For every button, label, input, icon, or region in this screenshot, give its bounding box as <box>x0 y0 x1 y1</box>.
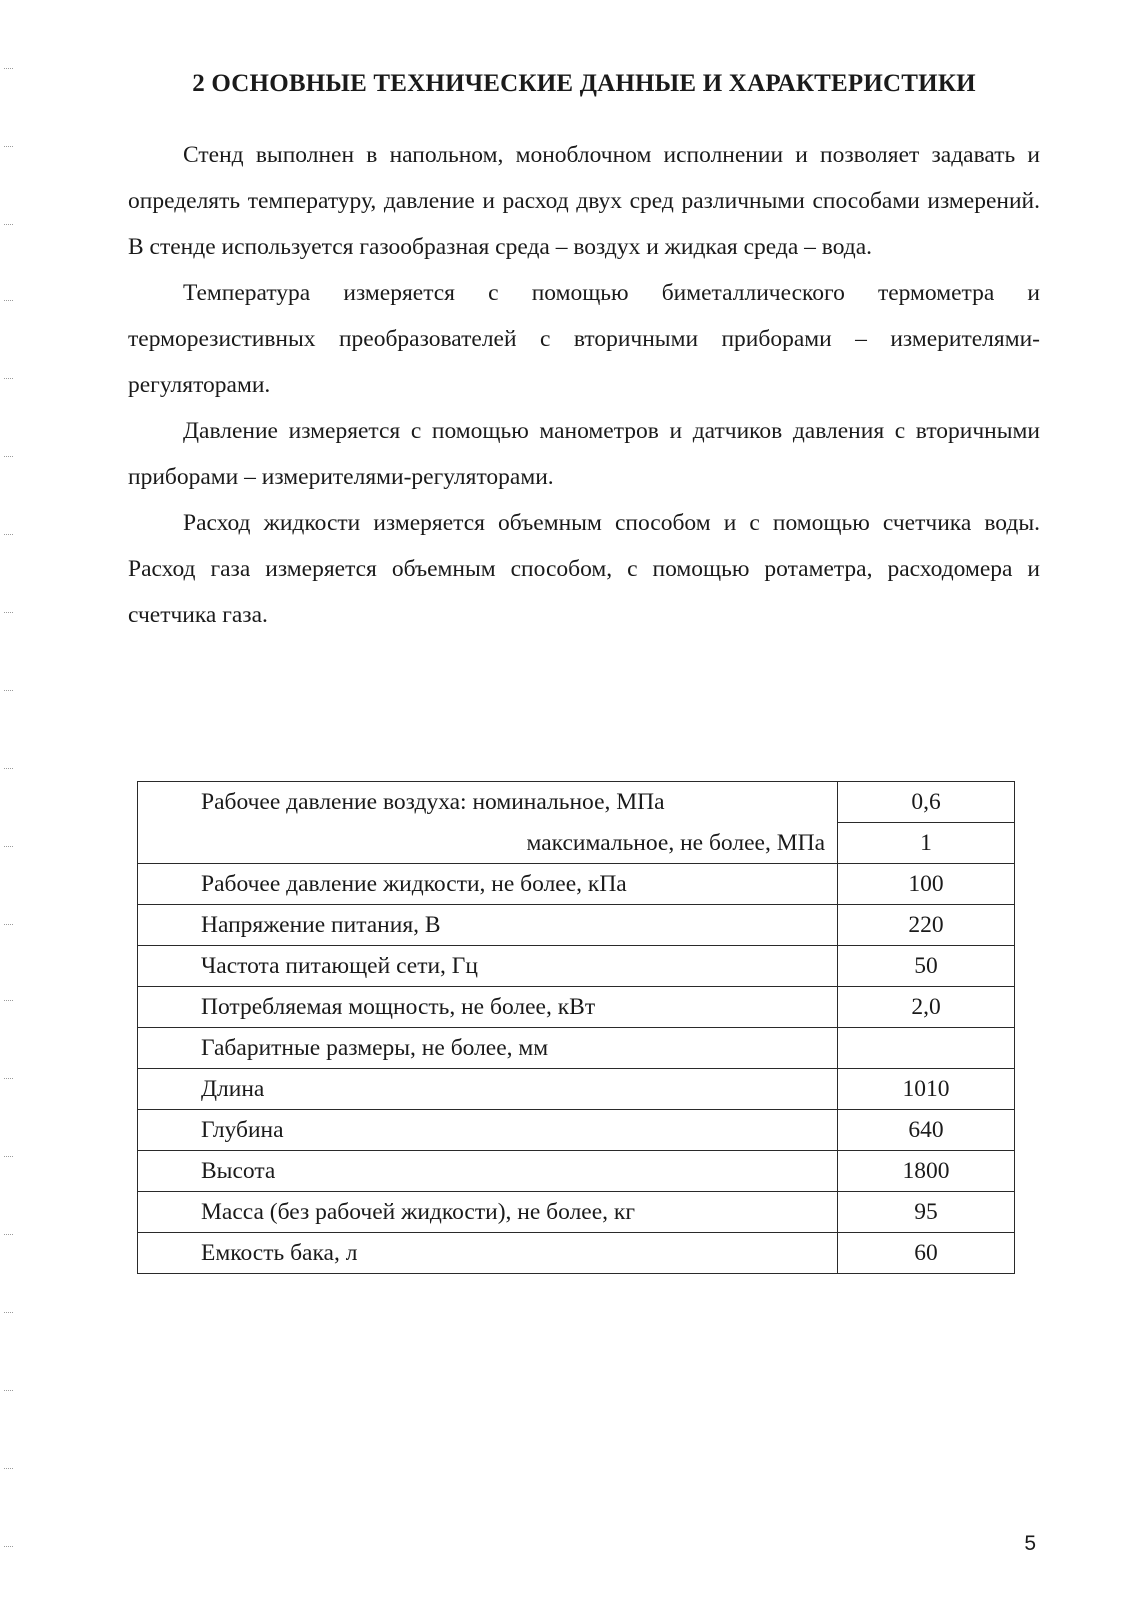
value-cell <box>838 1028 1015 1069</box>
table-row <box>138 823 1015 864</box>
value-cell: 100 <box>838 864 1015 905</box>
specifications-table <box>137 781 1015 1274</box>
table-row <box>138 1069 1015 1110</box>
table-row <box>138 1192 1015 1233</box>
param-cell: Длина <box>138 1069 838 1110</box>
param-cell: Рабочее давление воздуха: номинальное, МПа <box>138 782 838 823</box>
value-cell: 60 <box>838 1233 1015 1274</box>
param-cell: Частота питающей сети, Гц <box>138 946 838 987</box>
param-cell: Емкость бака, л <box>138 1233 838 1274</box>
table-row <box>138 987 1015 1028</box>
param-cell: Напряжение питания, В <box>138 905 838 946</box>
paragraph-pressure: Давление измеряется с помощью манометров и датчиков давления с вторичными приборами – измерителями-регуляторами. <box>128 418 1040 490</box>
table-row <box>138 864 1015 905</box>
value-cell: 1010 <box>838 1069 1015 1110</box>
value-cell: 1 <box>838 823 1015 864</box>
table-row <box>138 905 1015 946</box>
table-row <box>138 1151 1015 1192</box>
param-cell: Масса (без рабочей жидкости), не более, кг <box>138 1192 838 1233</box>
param-cell: Высота <box>138 1151 838 1192</box>
scan-margin-marks <box>4 0 20 1600</box>
param-cell: Потребляемая мощность, не более, кВт <box>138 987 838 1028</box>
table-row <box>138 1233 1015 1274</box>
value-cell: 1800 <box>838 1151 1015 1192</box>
value-cell: 95 <box>838 1192 1015 1233</box>
section-title: 2 ОСНОВНЫЕ ТЕХНИЧЕСКИЕ ДАННЫЕ И ХАРАКТЕРИСТИКИ <box>192 70 976 97</box>
table-row <box>138 1028 1015 1069</box>
section-body <box>128 132 1040 638</box>
param-cell: максимальное, не более, МПа <box>138 823 838 864</box>
table-row <box>138 782 1015 823</box>
value-cell: 0,6 <box>838 782 1015 823</box>
value-cell: 50 <box>838 946 1015 987</box>
page-number: 5 <box>1024 1532 1036 1555</box>
paragraph-flow: Расход жидкости измеряется объемным способом и с помощью счетчика воды. Расход газа измеряется объемным способом, с помощью ротаметра, расходомера и счетчика газа. <box>128 510 1040 628</box>
paragraph-construction: Стенд выполнен в напольном, моноблочном исполнении и позволяет задавать и определять температуру, давление и расход двух сред различными способами измерений. В стенде используется газообразная среда – воздух и жидкая среда – вода. <box>128 142 1040 260</box>
param-cell: Габаритные размеры, не более, мм <box>138 1028 838 1069</box>
value-cell: 220 <box>838 905 1015 946</box>
table-row <box>138 946 1015 987</box>
value-cell: 640 <box>838 1110 1015 1151</box>
param-cell: Глубина <box>138 1110 838 1151</box>
paragraph-temperature: Температура измеряется с помощью биметаллического термометра и терморезистивных преобразователей с вторичными приборами – измерителями-регуляторами. <box>128 280 1040 398</box>
value-cell: 2,0 <box>838 987 1015 1028</box>
table-row <box>138 1110 1015 1151</box>
param-cell: Рабочее давление жидкости, не более, кПа <box>138 864 838 905</box>
